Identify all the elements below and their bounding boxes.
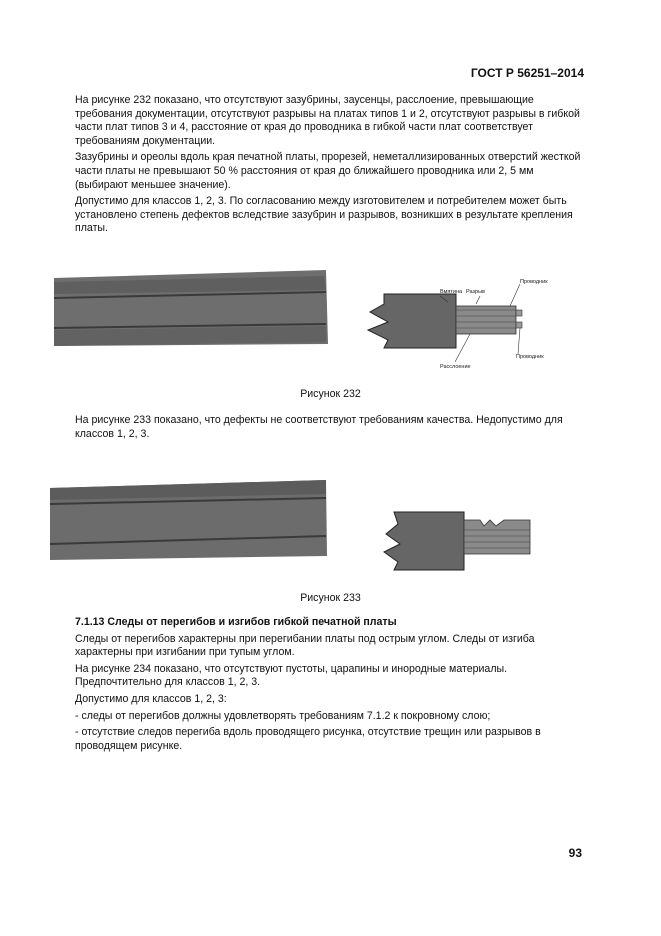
paragraph-text: На рисунке 232 показано, что отсутствуют зазубрины, заусенцы, расслоение, превышающие требования документации, отсутствуют разрывы на платах типов 1 и 2, отсутствуют разрывы в гибкой части плат типов 3 и 4, расстояние от края до проводника в гибкой части плат соответствует требованиям документации. bbox=[75, 94, 580, 147]
list-item: - отсутствие следов перегиба вдоль проводящего рисунка, отсутствие трещин или разрывов в проводящем рисунке. bbox=[75, 726, 541, 752]
list-item: - следы от перегибов должны удовлетворять требованиям 7.1.2 к покровному слою; bbox=[75, 709, 491, 722]
figure-232-photo bbox=[54, 268, 330, 350]
paragraph-text: На рисунке 234 показано, что отсутствуют пустоты, царапины и инородные материалы. Предпочтительно для классов 1, 2, 3. bbox=[75, 662, 508, 689]
label-conductor-bottom: Проводник bbox=[516, 354, 544, 360]
paragraph bbox=[75, 151, 583, 192]
section-heading: 7.1.13 Следы от перегибов и изгибов гибкой печатной платы bbox=[75, 616, 397, 628]
paragraph-text: Зазубрины и ореолы вдоль края печатной платы, прорезей, неметаллизированных отверстий жесткой части платы не превышают 50 % расстояния от края до ближайшего проводника или 2, 5 мм (выбирают меньшее значение). bbox=[75, 151, 581, 191]
paragraph-text: На рисунке 233 показано, что дефекты не соответствуют требованиям качества. Недопустимо для классов 1, 2, 3. bbox=[75, 414, 563, 440]
figure-233-diagram bbox=[380, 508, 540, 572]
paragraph-text: Допустимо для классов 1, 2, 3. По согласованию между изготовителем и потребителем может быть установлено степень дефектов вследствие зазубрин и разрывов, возникших в результате крепления платы. bbox=[75, 195, 573, 235]
section-7-1-13 bbox=[75, 616, 583, 756]
paragraph bbox=[75, 693, 583, 707]
document-header: ГОСТ Р 56251–2014 bbox=[470, 66, 584, 80]
label-notch: Вмятина bbox=[440, 289, 463, 295]
label-delamination: Расслоение bbox=[440, 364, 471, 370]
figure-232-diagram bbox=[360, 276, 580, 374]
paragraph-text: Допустимо для классов 1, 2, 3: bbox=[75, 692, 227, 705]
text-block-2 bbox=[75, 414, 583, 444]
paragraph bbox=[75, 414, 583, 441]
paragraph bbox=[75, 195, 583, 236]
paragraph-text: Следы от перегибов характерны при перегибании платы под острым углом. Следы от изгиба характерны при изгибании при тупым углом. bbox=[75, 632, 535, 659]
figure-232-caption: Рисунок 232 bbox=[300, 388, 361, 400]
figure-233-photo bbox=[50, 478, 330, 562]
paragraph bbox=[75, 633, 583, 660]
text-block-1 bbox=[75, 94, 583, 239]
label-conductor-top: Проводник bbox=[520, 279, 548, 285]
paragraph bbox=[75, 94, 583, 148]
label-tear: Разрыв bbox=[466, 289, 485, 295]
paragraph bbox=[75, 663, 583, 690]
page-number: 93 bbox=[568, 846, 582, 860]
figure-233-caption: Рисунок 233 bbox=[300, 592, 361, 604]
